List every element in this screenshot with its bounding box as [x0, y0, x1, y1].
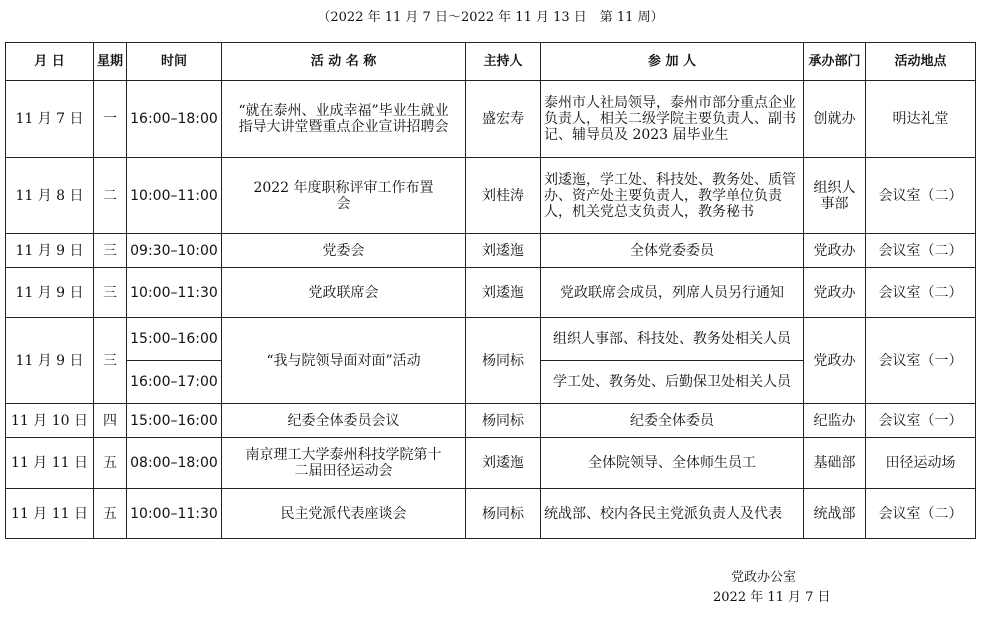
- cell-activity: 党委会: [222, 234, 466, 268]
- table-row: [6, 268, 976, 318]
- cell-dept: 统战部: [804, 489, 866, 539]
- cell-activity: 党政联席会: [222, 268, 466, 318]
- cell-location: 会议室（二）: [866, 234, 976, 268]
- cell-time: 10:00–11:00: [127, 158, 222, 234]
- cell-host: 刘逶迤: [466, 438, 541, 489]
- header-activity: 活 动 名 称: [222, 43, 466, 81]
- cell-date: 11 月 9 日: [6, 318, 94, 404]
- cell-host: 盛宏寿: [466, 81, 541, 158]
- table-row: [6, 438, 976, 489]
- cell-location: 会议室（二）: [866, 489, 976, 539]
- cell-weekday: 一: [94, 81, 127, 158]
- cell-participants: 统战部、校内各民主党派负责人及代表: [541, 489, 804, 539]
- issue-date: 2022 年 11 月 7 日: [713, 590, 831, 605]
- cell-date: 11 月 11 日: [6, 438, 94, 489]
- header-location: 活动地点: [866, 43, 976, 81]
- cell-participants: 学工处、教务处、后勤保卫处相关人员: [541, 361, 804, 404]
- header-time: 时间: [127, 43, 222, 81]
- cell-time: 10:00–11:30: [127, 268, 222, 318]
- cell-location: 会议室（一）: [866, 318, 976, 404]
- header-host: 主持人: [466, 43, 541, 81]
- cell-dept: 党政办: [804, 318, 866, 404]
- cell-participants: 全体院领导、全体师生员工: [541, 438, 804, 489]
- cell-weekday: 二: [94, 158, 127, 234]
- cell-participants: 全体党委委员: [541, 234, 804, 268]
- weekly-schedule-table: [5, 42, 976, 539]
- cell-weekday: 四: [94, 404, 127, 438]
- table-row: [6, 318, 976, 361]
- cell-dept: 组织人事部: [804, 158, 866, 234]
- cell-host: 刘桂涛: [466, 158, 541, 234]
- cell-location: 会议室（二）: [866, 158, 976, 234]
- table-row: [6, 404, 976, 438]
- cell-activity: “就在泰州、业成幸福”毕业生就业指导大讲堂暨重点企业宣讲招聘会: [222, 81, 466, 158]
- cell-time: 15:00–16:00: [127, 318, 222, 361]
- cell-location: 明达礼堂: [866, 81, 976, 158]
- cell-time: 08:00–18:00: [127, 438, 222, 489]
- cell-participants: 组织人事部、科技处、教务处相关人员: [541, 318, 804, 361]
- cell-date: 11 月 7 日: [6, 81, 94, 158]
- cell-location: 会议室（一）: [866, 404, 976, 438]
- cell-dept: 党政办: [804, 234, 866, 268]
- cell-host: 刘逶迤: [466, 234, 541, 268]
- cell-host: 杨同标: [466, 404, 541, 438]
- cell-participants: 党政联席会成员，列席人员另行通知: [541, 268, 804, 318]
- cell-host: 杨同标: [466, 489, 541, 539]
- cell-activity: 纪委全体委员会议: [222, 404, 466, 438]
- cell-dept: 创就办: [804, 81, 866, 158]
- cell-date: 11 月 9 日: [6, 268, 94, 318]
- cell-date: 11 月 9 日: [6, 234, 94, 268]
- cell-time: 15:00–16:00: [127, 404, 222, 438]
- issuing-office: 党政办公室: [731, 570, 797, 585]
- cell-participants: 泰州市人社局领导，泰州市部分重点企业负责人，相关二级学院主要负责人、副书记、辅导员及 2023 届毕业生: [541, 81, 804, 158]
- cell-activity: “我与院领导面对面”活动: [222, 318, 466, 404]
- cell-participants: 刘逶迤，学工处、科技处、教务处、质管办、资产处主要负责人，教学单位负责人，机关党总支负责人，教务秘书: [541, 158, 804, 234]
- cell-activity: 民主党派代表座谈会: [222, 489, 466, 539]
- cell-date: 11 月 11 日: [6, 489, 94, 539]
- cell-weekday: 五: [94, 438, 127, 489]
- header-date: 月 日: [6, 43, 94, 81]
- table-header-row: [6, 43, 976, 81]
- cell-host: 刘逶迤: [466, 268, 541, 318]
- cell-time: 16:00–17:00: [127, 361, 222, 404]
- table-row: [6, 81, 976, 158]
- cell-time: 10:00–11:30: [127, 489, 222, 539]
- cell-weekday: 三: [94, 234, 127, 268]
- header-dept: 承办部门: [804, 43, 866, 81]
- cell-date: 11 月 10 日: [6, 404, 94, 438]
- table-row: [6, 158, 976, 234]
- cell-weekday: 三: [94, 268, 127, 318]
- cell-weekday: 三: [94, 318, 127, 404]
- cell-date: 11 月 8 日: [6, 158, 94, 234]
- cell-dept: 纪监办: [804, 404, 866, 438]
- schedule-week-subtitle: （2022 年 11 月 7 日～2022 年 11 月 13 日 第 11 周）: [317, 10, 664, 25]
- table-row: [6, 234, 976, 268]
- cell-activity: 南京理工大学泰州科技学院第十二届田径运动会: [222, 438, 466, 489]
- cell-dept: 党政办: [804, 268, 866, 318]
- cell-location: 会议室（二）: [866, 268, 976, 318]
- cell-activity: 2022 年度职称评审工作布置会: [222, 158, 466, 234]
- cell-time: 16:00–18:00: [127, 81, 222, 158]
- cell-location: 田径运动场: [866, 438, 976, 489]
- table-row: [6, 489, 976, 539]
- cell-dept: 基础部: [804, 438, 866, 489]
- cell-weekday: 五: [94, 489, 127, 539]
- header-weekday: 星期: [94, 43, 127, 81]
- cell-host: 杨同标: [466, 318, 541, 404]
- cell-time: 09:30–10:00: [127, 234, 222, 268]
- header-participants: 参 加 人: [541, 43, 804, 81]
- cell-participants: 纪委全体委员: [541, 404, 804, 438]
